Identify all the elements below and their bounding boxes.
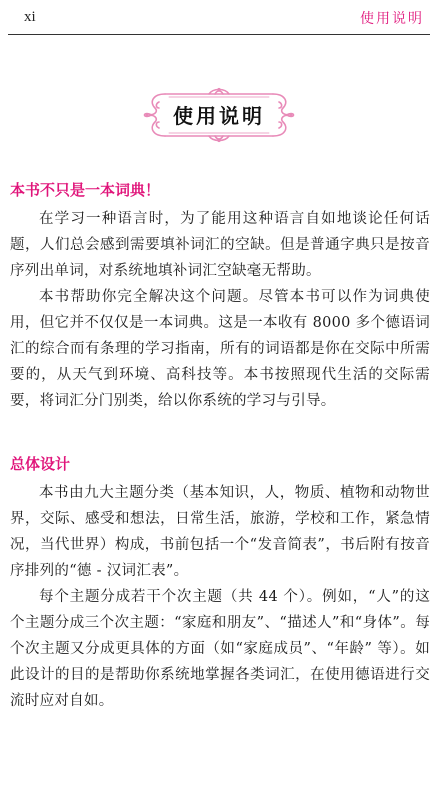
paragraph: 在学习一种语言时，为了能用这种语言自如地谈论任何话题，人们总会感到需要填补词汇的空缺。但是普通字典只是按音序列出单词，对系统地填补词汇空缺毫无帮助。 [10,211,430,279]
section-not-just-dictionary [10,178,430,414]
section-overall-design [10,452,430,714]
title-ornament-frame [139,86,299,144]
page-number: xi [24,9,36,25]
section-heading: 总体设计 [10,455,71,473]
page-title: 使用说明 [173,104,265,128]
paragraph: 本书帮助你完全解决这个问题。尽管本书可以作为词典使用，但它并不仅仅是一本词典。这是一本收有 8000 多个德语词汇的综合而有条理的学习指南，所有的词语都是你在交际中所需要的，从天气到环境、高科技等。本书按照现代生活的交际需要，将词汇分门别类，给以你系统的学习与引导。 [10,289,430,409]
paragraph: 每个主题分成若干个次主题（共 44 个）。例如，“人”的这个主题分成三个次主题：“家庭和朋友”、“描述人”和“身体”。每个次主题又分成更具体的方面（如“家庭成员”、“年龄” 等）。如此设计的目的是帮助你系统地掌握各类词汇，在使用德语进行交流时应对自如。 [10,589,430,709]
header-rule [8,34,430,35]
main-content [10,178,430,714]
page-header [8,0,430,34]
paragraph: 本书由九大主题分类（基本知识，人，物质、植物和动物世界，交际、感受和想法，日常生活，旅游，学校和工作，紧急情况，当代世界）构成，书前包括一个“发音简表”，书后附有按音序排列的“德 - 汉词汇表”。 [10,485,430,579]
section-heading: 本书不只是一本词典！ [10,181,161,199]
running-title: 使用说明 [360,11,424,27]
